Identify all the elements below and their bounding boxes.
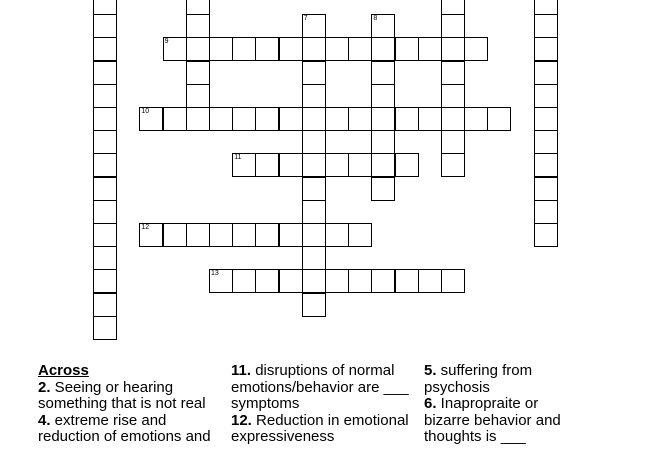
crossword-cell[interactable] bbox=[186, 14, 210, 38]
across-heading: Across bbox=[38, 362, 89, 379]
clue-across-12 bbox=[231, 413, 421, 446]
crossword-cell[interactable] bbox=[371, 37, 395, 61]
crossword-cell[interactable] bbox=[93, 61, 117, 85]
clue-text: Seeing or hearing something that is not real bbox=[38, 378, 206, 412]
crossword-cell[interactable] bbox=[93, 84, 117, 108]
clue-text: Inapropraite or bizarre behavior and thoughts is ___ bbox=[424, 395, 561, 445]
crossword-cell[interactable] bbox=[279, 37, 303, 61]
clue-number: 12. bbox=[231, 411, 252, 429]
cell-number: 8 bbox=[373, 15, 378, 23]
clue-text: extreme rise and reduction of emotions and bbox=[38, 411, 211, 445]
crossword-cell[interactable] bbox=[209, 269, 233, 293]
cell-number: 12 bbox=[141, 224, 150, 231]
clue-number: 6. bbox=[424, 395, 437, 412]
crossword-cell[interactable] bbox=[534, 61, 558, 85]
clue-number: 2. bbox=[38, 378, 51, 396]
crossword-cell[interactable] bbox=[209, 223, 233, 247]
crossword-cell[interactable] bbox=[255, 107, 279, 131]
crossword-cell[interactable] bbox=[371, 177, 395, 201]
crossword-cell[interactable] bbox=[93, 246, 117, 270]
crossword-cell[interactable] bbox=[302, 293, 326, 317]
crossword-cell[interactable] bbox=[279, 269, 303, 293]
crossword-cell[interactable] bbox=[139, 107, 163, 131]
crossword-cell[interactable] bbox=[93, 153, 117, 177]
crossword-cell[interactable] bbox=[348, 107, 372, 131]
clues-column-2 bbox=[231, 363, 421, 446]
clue-text: Reduction in emotional expressiveness bbox=[231, 411, 409, 445]
crossword-cell[interactable] bbox=[534, 0, 558, 15]
crossword-cell[interactable] bbox=[371, 14, 395, 38]
clues-column-3 bbox=[424, 363, 584, 446]
crossword-cell[interactable] bbox=[93, 223, 117, 247]
clue-down-5 bbox=[424, 363, 584, 396]
crossword-cell[interactable] bbox=[302, 269, 326, 293]
crossword-cell[interactable] bbox=[302, 61, 326, 85]
crossword-cell[interactable] bbox=[325, 107, 349, 131]
cell-number: 7 bbox=[303, 15, 308, 23]
crossword-cell[interactable] bbox=[93, 177, 117, 201]
clue-across-2 bbox=[38, 380, 226, 413]
crossword-cell[interactable] bbox=[209, 107, 233, 131]
crossword-cell[interactable] bbox=[348, 269, 372, 293]
cell-number: 9 bbox=[164, 38, 169, 46]
crossword-cell[interactable] bbox=[441, 130, 465, 154]
crossword-cell[interactable] bbox=[441, 61, 465, 85]
crossword-cell[interactable] bbox=[441, 153, 465, 177]
crossword-cell[interactable] bbox=[232, 223, 256, 247]
crossword-cell[interactable] bbox=[186, 223, 210, 247]
crossword-cell[interactable] bbox=[163, 107, 187, 131]
crossword-cell[interactable] bbox=[186, 84, 210, 108]
crossword-cell[interactable] bbox=[279, 223, 303, 247]
crossword-cell[interactable] bbox=[534, 177, 558, 201]
crossword-cell[interactable] bbox=[302, 130, 326, 154]
clue-text: suffering from psychosis bbox=[424, 362, 533, 396]
crossword-cell[interactable] bbox=[441, 14, 465, 38]
crossword-cell[interactable] bbox=[186, 0, 210, 15]
clue-number: 4. bbox=[38, 411, 51, 429]
crossword-cell[interactable] bbox=[325, 269, 349, 293]
crossword-cell[interactable] bbox=[186, 107, 210, 131]
crossword-cell[interactable] bbox=[441, 269, 465, 293]
crossword-cell[interactable] bbox=[302, 84, 326, 108]
clue-number: 5. bbox=[424, 362, 437, 379]
crossword-cell[interactable] bbox=[348, 223, 372, 247]
crossword-cell[interactable] bbox=[255, 153, 279, 177]
crossword-cell[interactable] bbox=[441, 0, 465, 15]
crossword-cell[interactable] bbox=[93, 269, 117, 293]
crossword-cell[interactable] bbox=[371, 84, 395, 108]
crossword-cell[interactable] bbox=[93, 130, 117, 154]
crossword-cell[interactable] bbox=[395, 37, 419, 61]
crossword-cell[interactable] bbox=[279, 107, 303, 131]
clue-text: disruptions of normal emotions/behavior are ___ symptoms bbox=[231, 362, 409, 412]
crossword-cell[interactable] bbox=[464, 37, 488, 61]
crossword-cell[interactable] bbox=[395, 153, 419, 177]
crossword-cell[interactable] bbox=[232, 269, 256, 293]
crossword-cell[interactable] bbox=[325, 153, 349, 177]
clue-across-11 bbox=[231, 363, 421, 413]
crossword-cell[interactable] bbox=[255, 269, 279, 293]
clue-across-4 bbox=[38, 413, 226, 446]
crossword-cell[interactable] bbox=[163, 37, 187, 61]
crossword-cell[interactable] bbox=[534, 130, 558, 154]
crossword-cell[interactable] bbox=[302, 153, 326, 177]
crossword-cell[interactable] bbox=[534, 14, 558, 38]
crossword-cell[interactable] bbox=[371, 269, 395, 293]
crossword-cell[interactable] bbox=[186, 37, 210, 61]
crossword-cell[interactable] bbox=[325, 37, 349, 61]
crossword-cell[interactable] bbox=[163, 223, 187, 247]
crossword-cell[interactable] bbox=[93, 107, 117, 131]
crossword-cell[interactable] bbox=[232, 153, 256, 177]
crossword-cell[interactable] bbox=[93, 200, 117, 224]
crossword-cell[interactable] bbox=[302, 107, 326, 131]
crossword-cell[interactable] bbox=[371, 130, 395, 154]
crossword-cell[interactable] bbox=[302, 246, 326, 270]
crossword-cell[interactable] bbox=[348, 37, 372, 61]
crossword-cell[interactable] bbox=[302, 200, 326, 224]
crossword-cell[interactable] bbox=[232, 37, 256, 61]
crossword-cell[interactable] bbox=[302, 14, 326, 38]
crossword-cell[interactable] bbox=[93, 293, 117, 317]
clue-number: 11. bbox=[231, 362, 252, 379]
crossword-cell[interactable] bbox=[255, 37, 279, 61]
crossword-cell[interactable] bbox=[371, 61, 395, 85]
crossword-cell[interactable] bbox=[534, 37, 558, 61]
crossword-cell[interactable] bbox=[186, 61, 210, 85]
cell-number: 13 bbox=[211, 270, 219, 278]
crossword-cell[interactable] bbox=[487, 107, 511, 131]
crossword-cell[interactable] bbox=[534, 223, 558, 247]
crossword-cell[interactable] bbox=[534, 200, 558, 224]
clue-down-6 bbox=[424, 396, 584, 446]
crossword-cell[interactable] bbox=[441, 107, 465, 131]
crossword-cell[interactable] bbox=[139, 223, 163, 247]
crossword-cell[interactable] bbox=[209, 37, 233, 61]
crossword-cell[interactable] bbox=[441, 84, 465, 108]
crossword-cell[interactable] bbox=[418, 107, 442, 131]
crossword-cell[interactable] bbox=[534, 107, 558, 131]
crossword-cell[interactable] bbox=[418, 269, 442, 293]
crossword-cell[interactable] bbox=[93, 37, 117, 61]
crossword-cell[interactable] bbox=[418, 37, 442, 61]
crossword-cell[interactable] bbox=[348, 153, 372, 177]
crossword-cell[interactable] bbox=[93, 14, 117, 38]
crossword-cell[interactable] bbox=[255, 223, 279, 247]
crossword-cell[interactable] bbox=[534, 84, 558, 108]
cell-number: 11 bbox=[234, 154, 242, 162]
crossword-cell[interactable] bbox=[395, 269, 419, 293]
crossword-cell[interactable] bbox=[441, 37, 465, 61]
crossword-cell[interactable] bbox=[302, 37, 326, 61]
crossword-cell[interactable] bbox=[534, 153, 558, 177]
crossword-cell[interactable] bbox=[371, 107, 395, 131]
crossword-cell[interactable] bbox=[93, 0, 117, 15]
crossword-cell[interactable] bbox=[464, 107, 488, 131]
clues-column-1 bbox=[38, 363, 226, 446]
crossword-cell[interactable] bbox=[325, 223, 349, 247]
cell-number: 10 bbox=[141, 108, 150, 115]
crossword-cell[interactable] bbox=[371, 153, 395, 177]
crossword-cell[interactable] bbox=[302, 223, 326, 247]
crossword-cell[interactable] bbox=[232, 107, 256, 131]
crossword-cell[interactable] bbox=[93, 316, 117, 340]
crossword-cell[interactable] bbox=[302, 177, 326, 201]
crossword-cell[interactable] bbox=[395, 107, 419, 131]
crossword-cell[interactable] bbox=[279, 153, 303, 177]
